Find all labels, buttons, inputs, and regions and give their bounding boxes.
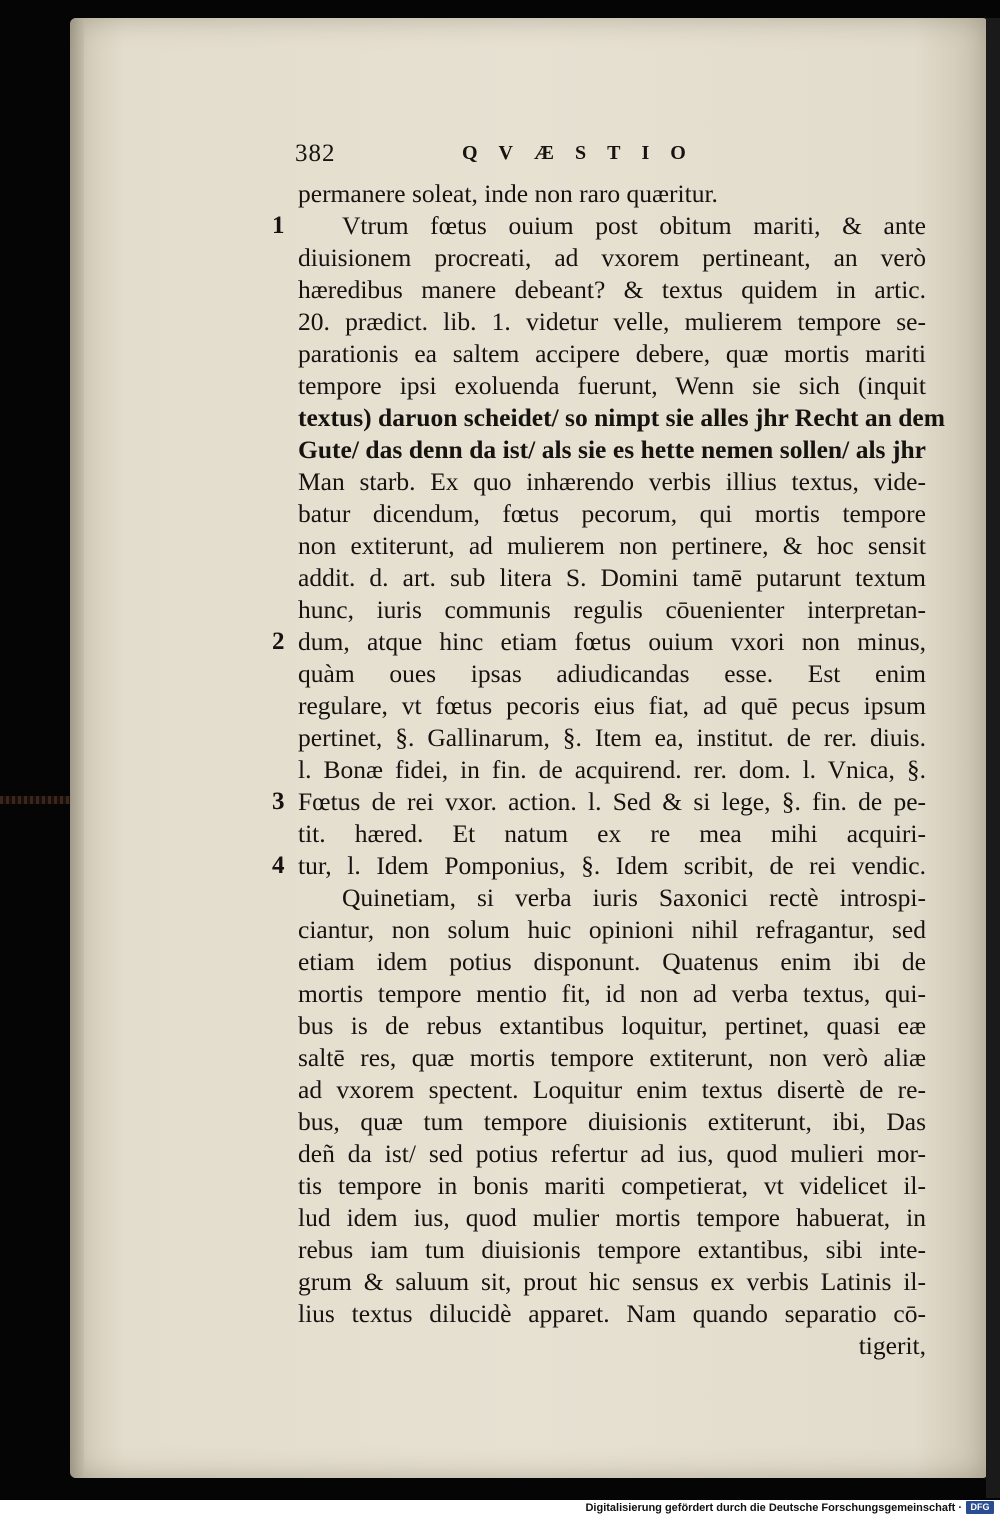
text-line: ciantur, non solum huic opinioni nihil refragantur, sed — [298, 915, 926, 944]
page-gutter-shadow — [70, 18, 84, 1478]
margin-number: 1 — [272, 212, 285, 239]
funding-credit: Digitalisierung gefördert durch die Deutsche Forschungsgemeinschaft · — [585, 1502, 962, 1514]
text-line: tur, l. Idem Pomponius, §. Idem scribit, de rei vendic. — [298, 851, 926, 880]
page-header — [0, 138, 1000, 178]
running-head: QVÆSTIO — [462, 142, 707, 164]
text-line: parationis ea saltem accipere debere, quæ mortis mariti — [298, 339, 926, 368]
text-line: non extiterunt, ad mulierem non pertinere, & hoc sensit — [298, 531, 926, 560]
text-line: bus, quæ tum tempore diuisionis extiterunt, ibi, Das — [298, 1107, 926, 1136]
page-number: 382 — [295, 140, 336, 167]
text-line: Quinetiam, si verba iuris Saxonici rectè introspi- — [342, 883, 926, 912]
text-line: saltē res, quæ mortis tempore extiterunt, non verò aliæ — [298, 1043, 926, 1072]
dfg-logo-icon: DFG — [966, 1501, 994, 1514]
text-line: ad vxorem spectent. Loquitur enim textus disertè de re- — [298, 1075, 926, 1104]
text-line: diuisionem procreati, ad vxorem pertineant, an verò — [298, 243, 926, 272]
text-line: dum, atque hinc etiam fœtus ouium vxori non minus, — [298, 627, 926, 656]
text-line: hæredibus manere debeant? & textus quidem in artic. — [298, 275, 926, 304]
text-line: deñ da ist/ sed potius refertur ad ius, quod mulieri mor- — [298, 1139, 926, 1168]
text-line: batur dicendum, fœtus pecorum, qui mortis tempore — [298, 499, 926, 528]
text-line: permanere soleat, inde non raro quæritur. — [298, 179, 718, 208]
text-line: tempore ipsi exoluenda fuerunt, Wenn sie sich (inquit — [298, 371, 926, 400]
text-line: mortis tempore mentio fit, id non ad verba textus, qui- — [298, 979, 926, 1008]
binding-thread — [0, 796, 70, 804]
text-line: Vtrum fœtus ouium post obitum mariti, & ante — [342, 211, 926, 240]
text-line: textus) daruon scheidet/ so nimpt sie alles jhr Recht an dem — [298, 403, 945, 432]
page-edge-shadow — [986, 18, 1000, 1498]
text-line: pertinet, §. Gallinarum, §. Item ea, institut. de rer. diuis. — [298, 723, 926, 752]
text-line: rebus iam tum diuisionis tempore extantibus, sibi inte- — [298, 1235, 926, 1264]
text-line: bus is de rebus extantibus loquitur, pertinet, quasi eæ — [298, 1011, 926, 1040]
text-line: tit. hæred. Et natum ex re mea mihi acquiri- — [298, 819, 926, 848]
margin-number: 4 — [272, 852, 285, 879]
text-line: hunc, iuris communis regulis cōuenienter interpretan- — [298, 595, 926, 624]
text-line: l. Bonæ fidei, in fin. de acquirend. rer. dom. l. Vnica, §. — [298, 755, 926, 784]
text-line: quàm oues ipsas adiudicandas esse. Est enim — [298, 659, 926, 688]
text-line: regulare, vt fœtus pecoris eius fiat, ad quē pecus ipsum — [298, 691, 926, 720]
text-line: Gute/ das denn da ist/ als sie es hette nemen sollen/ als jhr — [298, 435, 926, 464]
text-line: grum & saluum sit, prout hic sensus ex verbis Latinis il- — [298, 1267, 926, 1296]
catchword: tigerit, — [858, 1331, 926, 1360]
text-line: etiam idem potius disponunt. Quatenus enim ibi de — [298, 947, 926, 976]
margin-number: 2 — [272, 628, 285, 655]
digitization-footer — [0, 1500, 1000, 1516]
margin-number: 3 — [272, 788, 285, 815]
text-line: addit. d. art. sub litera S. Domini tamē putarunt textum — [298, 563, 926, 592]
text-line: lius textus dilucidè apparet. Nam quando separatio cō- — [298, 1299, 926, 1328]
text-line: tis tempore in bonis mariti competierat, vt videlicet il- — [298, 1171, 926, 1200]
text-line: Fœtus de rei vxor. action. l. Sed & si lege, §. fin. de pe- — [298, 787, 926, 816]
text-line: lud idem ius, quod mulier mortis tempore habuerat, in — [298, 1203, 926, 1232]
text-line: 20. prædict. lib. 1. videtur velle, mulierem tempore se- — [298, 307, 926, 336]
text-line: Man starb. Ex quo inhærendo verbis illius textus, vide- — [298, 467, 926, 496]
